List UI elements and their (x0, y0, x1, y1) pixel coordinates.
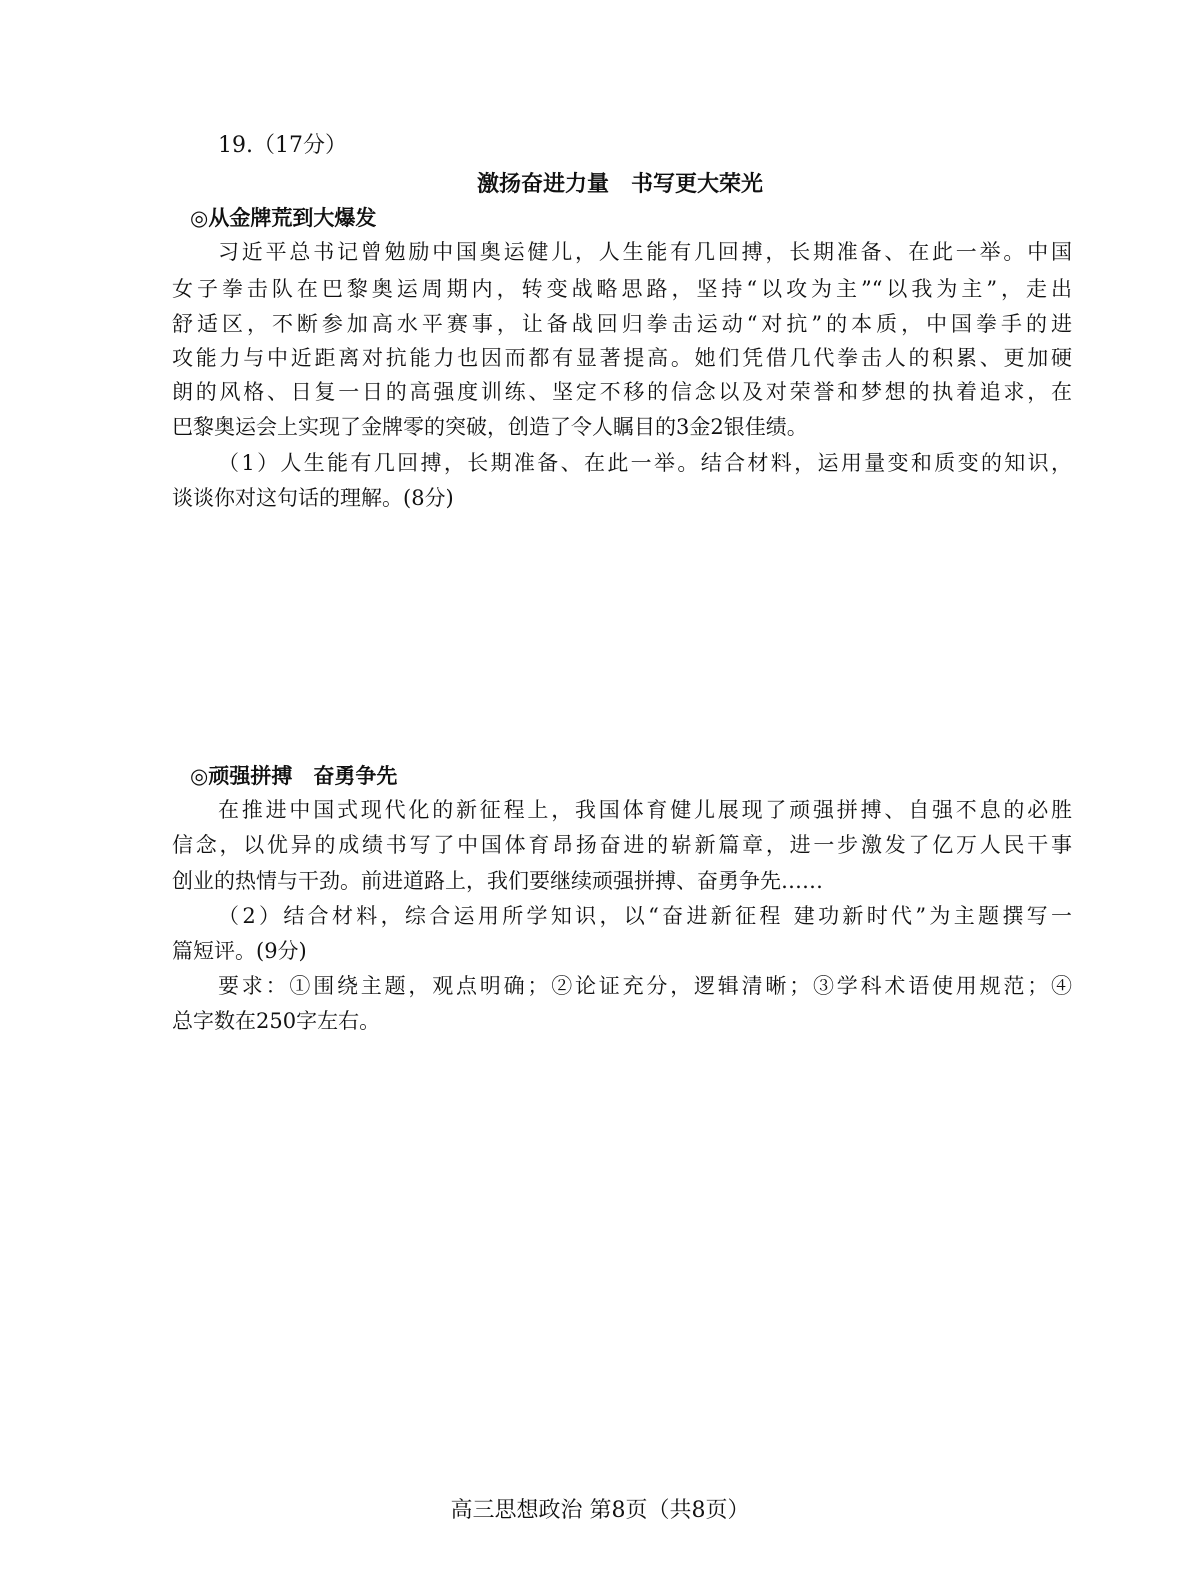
sub-question-line: （2）结合材料，综合运用所学知识，以“奋进新征程 建功新时代”为主题撰写一 (218, 904, 1072, 928)
paragraph-line: 在推进中国式现代化的新征程上，我国体育健儿展现了顽强拼搏、自强不息的必胜 (218, 798, 1072, 822)
paragraph-line: 舒适区，不断参加高水平赛事，让备战回归拳击运动“对抗”的本质，中国拳手的进 (172, 312, 1072, 336)
paragraph-line: 创业的热情与干劲。前进道路上，我们要继续顽强拼搏、奋勇争先…… (172, 869, 823, 893)
question-number: 19.（17分） (218, 133, 347, 158)
paragraph-line: 习近平总书记曾勉励中国奥运健儿，人生能有几回搏，长期准备、在此一举。中国 (218, 240, 1072, 264)
paragraph-line: 信念，以优异的成绩书写了中国体育昂扬奋进的崭新篇章，进一步激发了亿万人民干事 (172, 833, 1072, 857)
requirement-line: 总字数在250字左右。 (172, 1009, 381, 1033)
question-title: 激扬奋进力量 书写更大荣光 (476, 172, 763, 197)
requirement-line: 要求：①围绕主题，观点明确；②论证充分，逻辑清晰；③学科术语使用规范；④ (218, 974, 1072, 998)
paragraph-line: 女子拳击队在巴黎奥运周期内，转变战略思路，坚持“以攻为主”“以我为主”，走出 (172, 277, 1072, 301)
sub-question-line: 谈谈你对这句话的理解。(8分) (172, 486, 454, 510)
sub-question-line: 篇短评。(9分) (172, 939, 307, 963)
section2-heading: ◎顽强拼搏 奋勇争先 (190, 764, 398, 788)
page-footer: 高三思想政治 第8页（共8页） (450, 1498, 750, 1523)
section1-heading: ◎从金牌荒到大爆发 (190, 206, 377, 230)
paragraph-line: 攻能力与中近距离对抗能力也因而都有显著提高。她们凭借几代拳击人的积累、更加硬 (172, 346, 1072, 370)
paragraph-line: 朗的风格、日复一日的高强度训练、坚定不移的信念以及对荣誉和梦想的执着追求，在 (172, 380, 1072, 404)
paragraph-line: 巴黎奥运会上实现了金牌零的突破，创造了令人瞩目的3金2银佳绩。 (172, 415, 808, 439)
sub-question-line: （1）人生能有几回搏，长期准备、在此一举。结合材料，运用量变和质变的知识， (218, 451, 1072, 475)
